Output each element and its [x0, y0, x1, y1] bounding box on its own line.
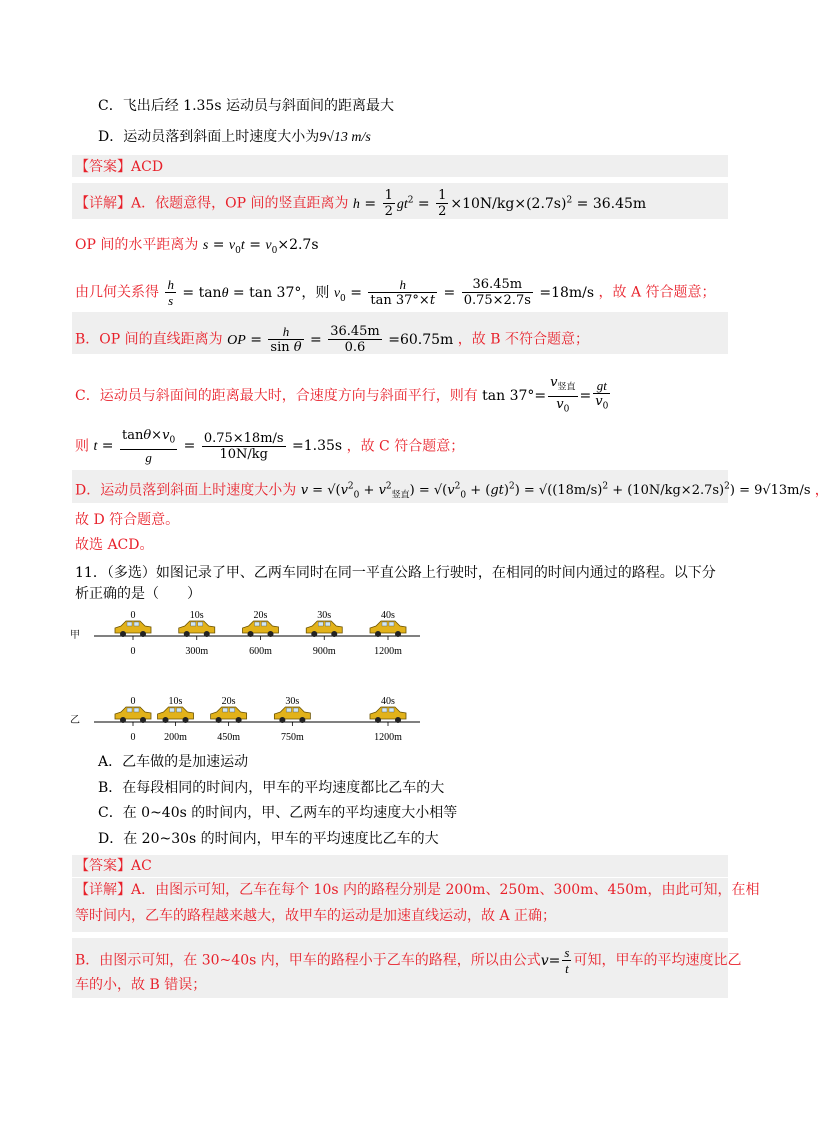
q10-detail-c2 — [75, 428, 725, 465]
q10-detail-a3 — [75, 277, 725, 308]
yi-time-label: 40s — [381, 696, 395, 707]
formula-t: t = $\frac{\tan\theta\times v_0}{g}$ = $\frac{0.75\times 18m/s}{10N/kg}$ =1.35s — [93, 428, 347, 465]
q11-detail-a-text-1: A．由图示可知，乙车在每个 10s 内的路程分别是 200m、250m、300m、450m，由此可知，在相 — [131, 882, 760, 898]
q10-option-d-value: 9√13 m/s — [319, 130, 371, 145]
jia-distance-label: 1200m — [374, 646, 402, 657]
q11-stem-1: 11．（多选）如图记录了甲、乙两车同时在同一平直公路上行驶时，在相同的时间内通过的路程。以下分 — [75, 565, 716, 581]
yi-distance-label: 200m — [164, 732, 187, 743]
yi-distance-label: 450m — [217, 732, 241, 743]
jia-distance-label: 600m — [249, 646, 272, 657]
detail-tag: 【详解】 — [75, 195, 131, 212]
jia-car — [370, 621, 406, 637]
q11-detail-b-text-2: 可知，甲车的平均速度比乙 — [573, 952, 742, 969]
q10-detail-a — [75, 188, 725, 219]
detail-a-text: A．依题意得，OP 间的竖直距离为 — [131, 195, 349, 212]
q11-option-a: A．乙车做的是加速运动 — [98, 754, 249, 770]
formula-v0: $\frac{h}{s}$ = tanθ = tan 37°，则 $v_0$ = $\frac{h}{\tan 37^\circ\times t}$ = $\frac{36.45m}{0.75\times 2.7s}$ =18m/s — [167, 277, 599, 308]
detail-b-tail: ，故 B 不符合题意； — [457, 331, 589, 348]
jia-time-label: 40s — [381, 610, 395, 621]
yi-distance-label: 1200m — [374, 732, 402, 743]
yi-time-label: 0 — [130, 696, 136, 707]
jia-time-label: 20s — [253, 610, 268, 621]
q10-final: 故选 ACD。 — [75, 537, 154, 553]
formula-s: $s = v_0t = v_0\times 2.7s$ — [202, 237, 319, 256]
jia-track — [115, 610, 406, 657]
q11-detail-a-2: 等时间内，乙车的路程越来越大，故甲车的运动是加速直线运动，故 A 正确； — [75, 908, 557, 924]
yi-track — [115, 696, 406, 743]
q10-detail-d — [75, 477, 829, 506]
jia-time-label: 30s — [317, 610, 332, 621]
yi-car — [370, 707, 406, 723]
detail-b-text: B．OP 间的直线距离为 — [75, 331, 223, 348]
yi-time-label: 20s — [221, 696, 236, 707]
yi-car — [158, 707, 194, 723]
jia-distance-label: 0 — [130, 646, 136, 657]
formula-v: $v = √(v^2_0 + v^2_{竖直}) = √(v^2_0 + (gt)^2) = √((18m/s)^2 + (10N/kg\times 2.7s)^2) = 9√13m/s$ — [300, 482, 815, 501]
detail-c2-text: 则 — [75, 438, 89, 455]
q10-detail-c — [75, 375, 725, 417]
formula-op: OP = $\frac{h}{\text{sin θ}}$ = $\frac{36.45m}{0.6}$ =60.75m — [227, 324, 458, 355]
q10-answer: 【答案】ACD — [75, 159, 164, 175]
q11-option-c: C．在 0~40s 的时间内，甲、乙两车的平均速度大小相等 — [98, 805, 458, 821]
jia-distance-label: 900m — [312, 646, 336, 657]
detail-c-text: C．运动员与斜面间的距离最大时，合速度方向与斜面平行，则有 — [75, 388, 478, 405]
q10-detail-a2 — [75, 235, 725, 261]
yi-distance-label: 0 — [130, 732, 136, 743]
yi-car — [115, 707, 151, 723]
jia-distance-label: 300m — [185, 646, 209, 657]
q11-option-b: B．在每段相同的时间内，甲车的平均速度都比乙车的大 — [98, 780, 445, 796]
yi-car — [211, 707, 247, 723]
q10-detail-b — [75, 324, 725, 355]
formula-h: h = $\frac{1}{2}$ $gt^2$ = $\frac{1}{2}$ $\times 10N/kg\times(2.7s)^2 = 36.45m$ — [352, 188, 647, 219]
q10-option-d — [98, 127, 748, 148]
yi-time-label: 10s — [168, 696, 183, 707]
jia-time-label: 10s — [189, 610, 204, 621]
jia-car — [179, 621, 215, 637]
q11-detail-b-1 — [75, 945, 742, 976]
q10-option-c: C．飞出后经 1.35s 运动员与斜面间的距离最大 — [98, 98, 394, 114]
yi-label: 乙 — [70, 715, 80, 726]
q11-answer: 【答案】AC — [75, 858, 152, 874]
jia-car — [115, 621, 151, 637]
jia-label: 甲 — [70, 630, 80, 641]
detail-a3-text: 由几何关系得 — [75, 284, 159, 301]
q10-option-d-text: D．运动员落到斜面上时速度大小为 — [98, 129, 320, 145]
q11-detail-a-1 — [75, 880, 760, 900]
formula-vst: v= $\frac{s}{t}$ — [540, 945, 570, 976]
detail-a2-text: OP 间的水平距离为 — [75, 237, 199, 253]
detail-d-text: D．运动员落到斜面上时速度大小为 — [75, 482, 297, 499]
q10-detail-d2: 故 D 符合题意。 — [75, 512, 180, 528]
car-motion-figure — [70, 602, 430, 742]
yi-car — [274, 707, 310, 723]
jia-car — [306, 621, 342, 637]
q11-stem-2: 析正确的是（ ） — [75, 586, 201, 602]
q11-option-d: D．在 20~30s 的时间内，甲车的平均速度比乙车的大 — [98, 831, 439, 847]
yi-time-label: 30s — [285, 696, 300, 707]
detail-a3-tail: ，故 A 符合题意； — [598, 284, 716, 301]
detail-tag: 【详解】 — [75, 882, 131, 898]
jia-car — [243, 621, 279, 637]
formula-tan: tan 37°= $\frac{v_{竖直}}{v_0}$ = $\frac{gt}{v_0}$ — [482, 375, 609, 415]
yi-distance-label: 750m — [280, 732, 304, 743]
q11-detail-b-text-1: B．由图示可知，在 30~40s 内，甲车的路程小于乙车的路程，所以由公式 — [75, 952, 541, 969]
detail-d-tail: ， — [814, 482, 829, 499]
jia-time-label: 0 — [130, 610, 136, 621]
detail-c2-tail: ，故 C 符合题意； — [346, 438, 465, 455]
q11-detail-b-2: 车的小，故 B 错误； — [75, 977, 207, 993]
